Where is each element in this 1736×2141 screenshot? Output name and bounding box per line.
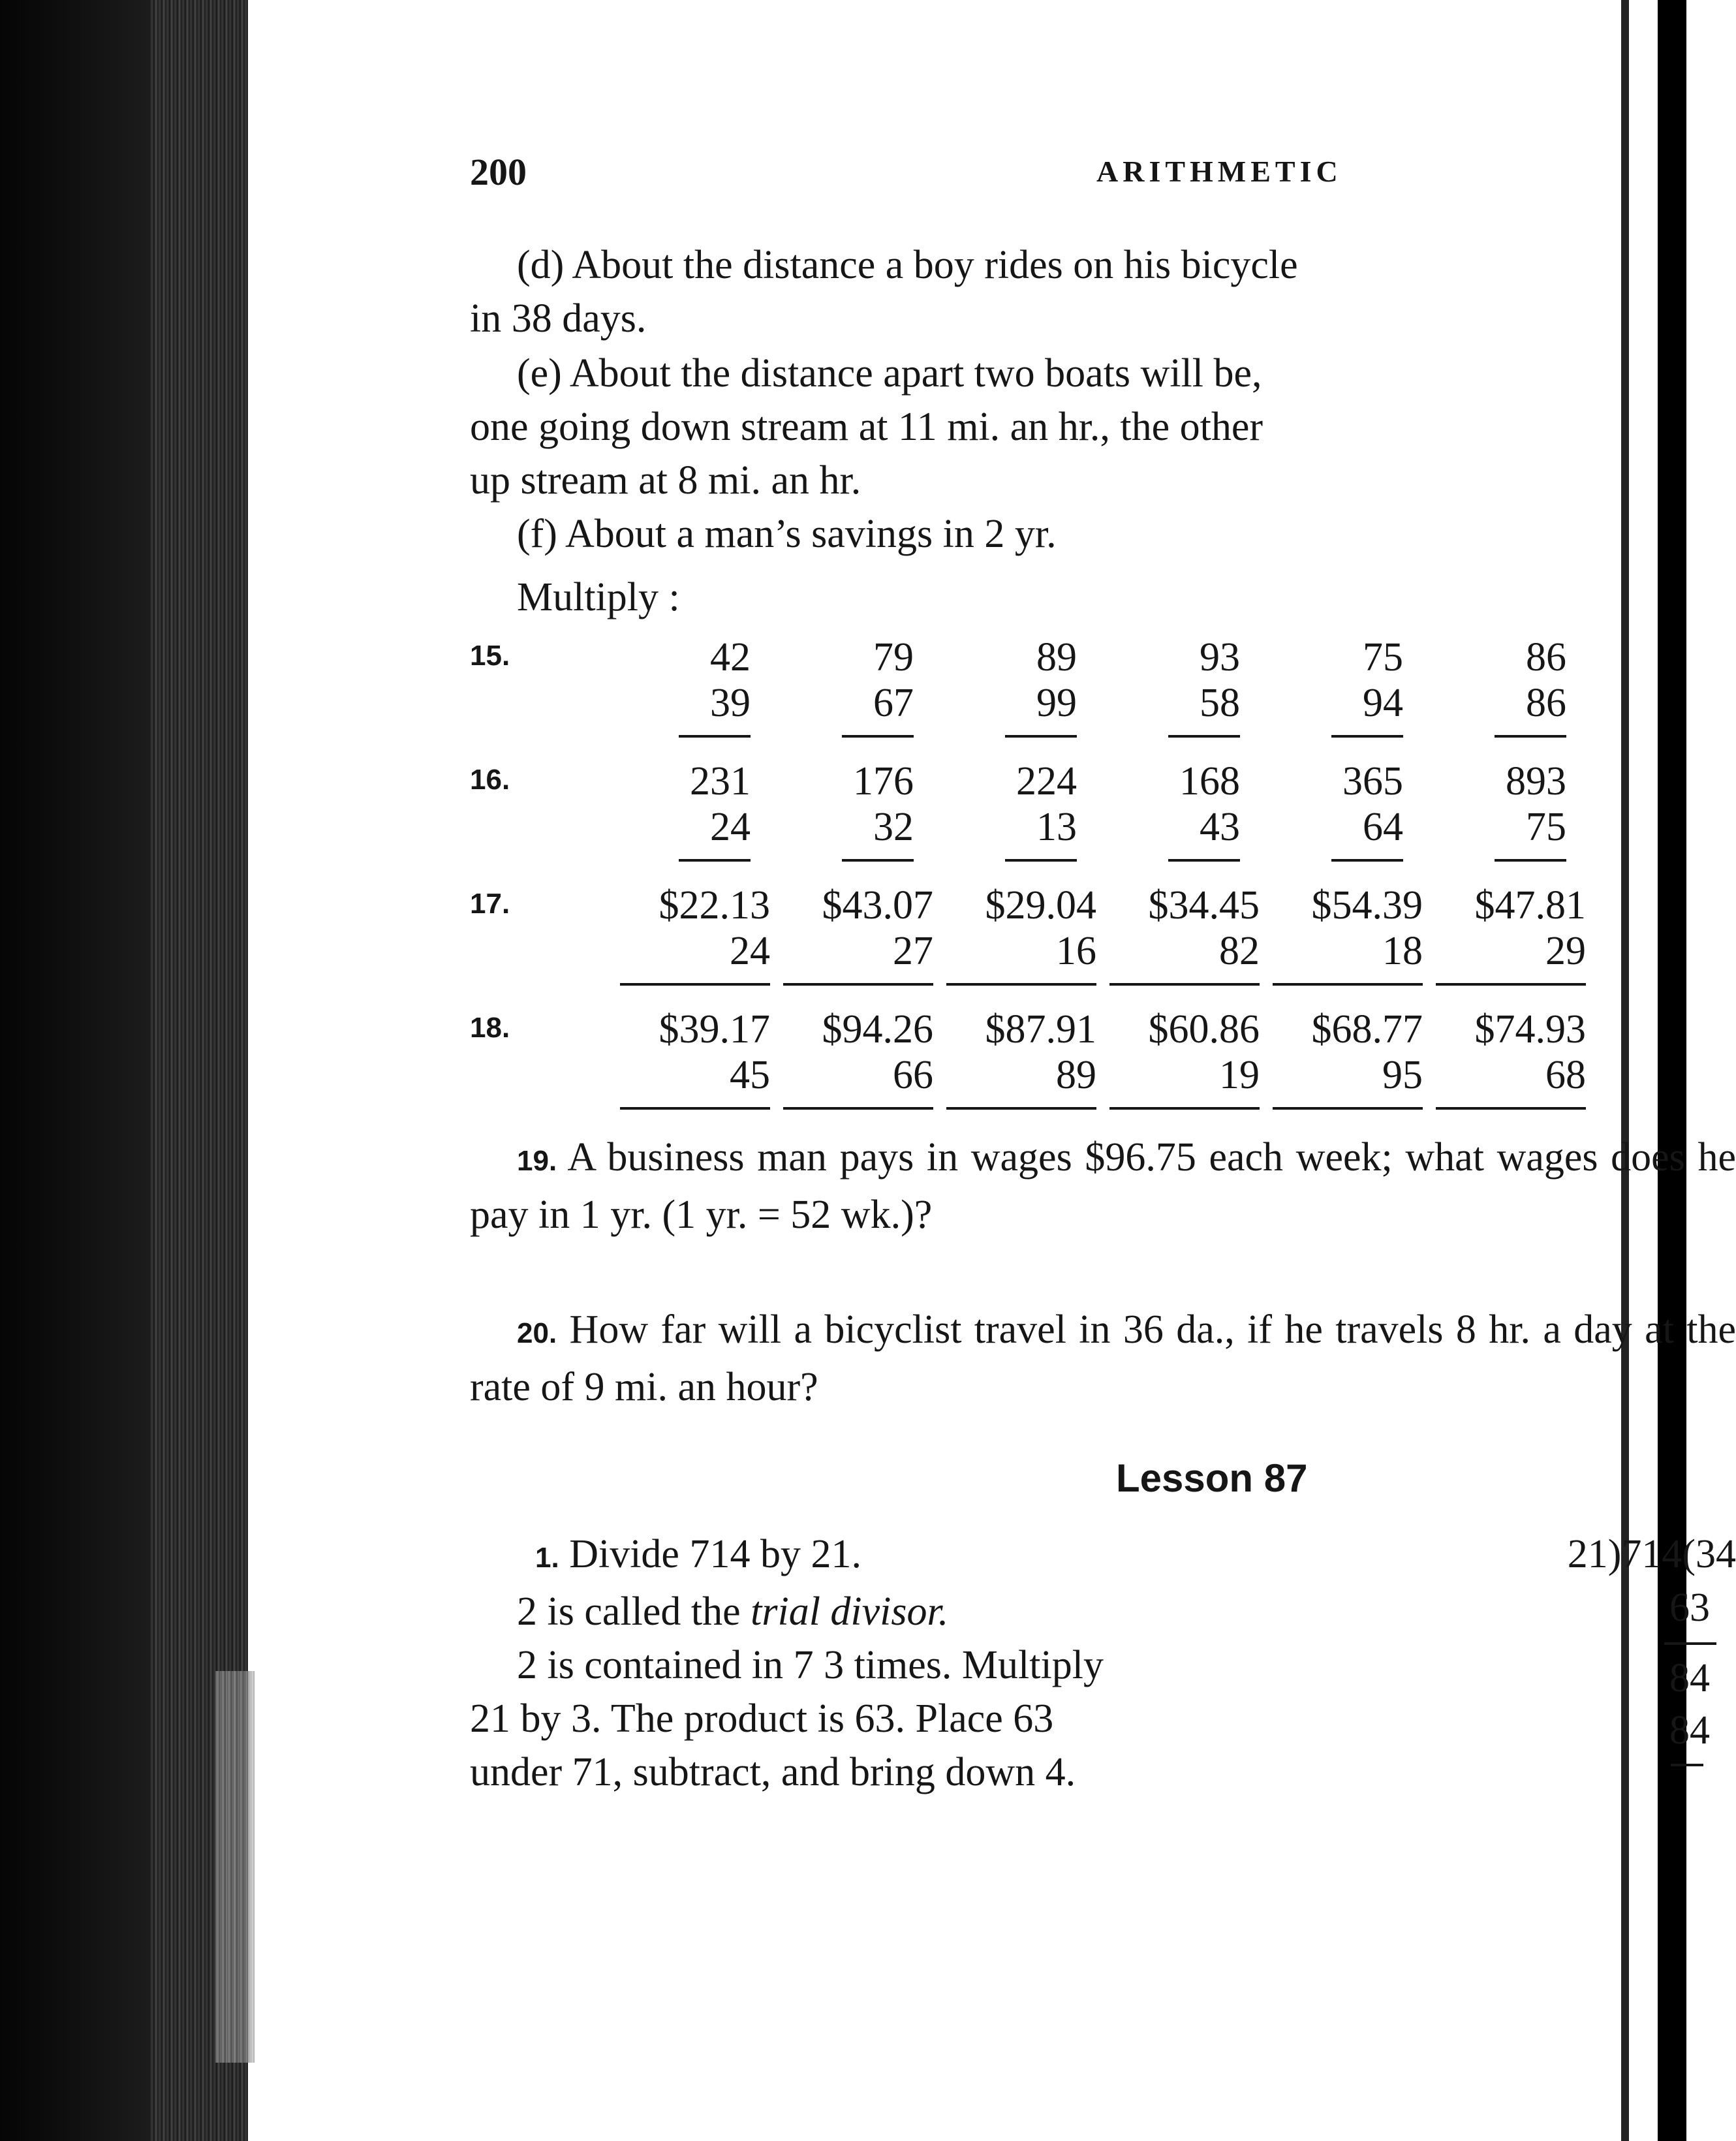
- multiplication-problem: [1429, 1007, 1586, 1110]
- multiplier: 32: [873, 805, 914, 849]
- product-rule: [1331, 859, 1403, 862]
- multiplication-problem: [940, 1007, 1096, 1110]
- division-line-3: 84: [1669, 1656, 1710, 1700]
- multiplication-problem: [1423, 758, 1566, 862]
- multiplier: 18: [1382, 929, 1423, 973]
- lesson-item-line-3: 2 is contained in 7 3 times. Multiply: [517, 1643, 1104, 1687]
- product-rule: [1495, 859, 1566, 862]
- problem-row-label: 18.: [470, 1012, 510, 1044]
- product-rule: [1495, 735, 1566, 738]
- multiplier: 95: [1382, 1053, 1423, 1097]
- multiplicand: 224: [1016, 759, 1077, 804]
- multiplication-problem: [1096, 634, 1240, 738]
- book-spine: [0, 0, 150, 2141]
- product-rule: [1436, 983, 1586, 986]
- multiplicand: 79: [873, 635, 914, 680]
- multiplication-problem: [770, 758, 914, 862]
- problem-row-15: [470, 634, 1736, 745]
- multiplication-problem: [777, 883, 933, 986]
- item-d: [470, 238, 1736, 345]
- multiplier: 29: [1545, 929, 1586, 973]
- item-e-line-1: (e) About the distance apart two boats will be,: [517, 351, 1262, 396]
- multiply-label: Multiply :: [517, 575, 680, 619]
- multiplier: 45: [730, 1053, 770, 1097]
- product-rule: [842, 859, 914, 862]
- item-d-line-1: (d) About the distance a boy rides on his bicycle: [517, 243, 1298, 287]
- product-rule: [946, 983, 1096, 986]
- multiplicand: $22.13: [659, 883, 770, 928]
- multiplier: 39: [710, 681, 751, 725]
- multiplicand: $87.91: [985, 1007, 1096, 1052]
- lesson-title: Lesson 87: [1116, 1456, 1308, 1500]
- problem-row-label: 16.: [470, 764, 510, 796]
- product-rule: [1273, 1107, 1423, 1110]
- multiplication-problem: [933, 634, 1077, 738]
- multiplication-problem: [1266, 1007, 1423, 1110]
- multiplier: 89: [1056, 1053, 1096, 1097]
- question-20: [470, 1303, 1736, 1414]
- multiplication-problem: [1423, 634, 1566, 738]
- multiplier: 16: [1056, 929, 1096, 973]
- multiplier: 75: [1526, 805, 1566, 849]
- question-20-number: 20.: [517, 1317, 557, 1349]
- multiplier: 64: [1363, 805, 1403, 849]
- multiplicand: $39.17: [659, 1007, 770, 1052]
- product-rule: [620, 1107, 770, 1110]
- multiplier: 27: [893, 929, 933, 973]
- multiplication-problem: [1260, 758, 1403, 862]
- product-rule: [783, 983, 933, 986]
- multiplication-problem: [933, 758, 1077, 862]
- product-rule: [946, 1107, 1096, 1110]
- multiplier: 24: [710, 805, 751, 849]
- item-f: [470, 507, 1736, 561]
- division-rule-1: [1664, 1642, 1716, 1645]
- multiplicand: $60.86: [1148, 1007, 1260, 1052]
- product-rule: [1168, 735, 1240, 738]
- lesson-item-line-2-prefix: 2 is called the: [517, 1589, 751, 1634]
- question-20-text: How far will a bicyclist travel in 36 da., if he travels 8 hr. a day at the rate of 9 mi. an hour?: [470, 1307, 1736, 1409]
- item-f-line-1: (f) About a man’s savings in 2 yr.: [517, 512, 1057, 556]
- multiplication-problem: [607, 758, 751, 862]
- problem-row-18: [470, 1007, 1736, 1117]
- question-19-number: 19.: [517, 1145, 557, 1177]
- multiplicand: 93: [1200, 635, 1240, 680]
- multiplicand: $68.77: [1311, 1007, 1423, 1052]
- multiplication-problem: [1096, 758, 1240, 862]
- multiplier: 13: [1036, 805, 1077, 849]
- product-rule: [1109, 1107, 1260, 1110]
- trial-divisor-term: trial divisor.: [751, 1589, 949, 1634]
- multiplicand: $54.39: [1311, 883, 1423, 928]
- page-number: 200: [470, 151, 527, 193]
- product-rule: [842, 735, 914, 738]
- multiplicand: 42: [710, 635, 751, 680]
- product-rule: [679, 859, 751, 862]
- division-line-1: 21)714(34: [1567, 1532, 1736, 1576]
- page-header: [470, 150, 1736, 196]
- multiplicand: $74.93: [1474, 1007, 1586, 1052]
- multiplicand: 89: [1036, 635, 1077, 680]
- multiplicand: 75: [1363, 635, 1403, 680]
- product-rule: [1331, 735, 1403, 738]
- multiplier: 66: [893, 1053, 933, 1097]
- problem-row-label: 15.: [470, 640, 510, 672]
- multiplier: 94: [1363, 681, 1403, 725]
- multiplicand: 86: [1526, 635, 1566, 680]
- division-rule-2: [1671, 1764, 1703, 1766]
- item-e-line-3: up stream at 8 mi. an hr.: [470, 458, 861, 503]
- multiplication-problem: [1103, 1007, 1260, 1110]
- product-rule: [620, 983, 770, 986]
- multiplicand: $47.81: [1474, 883, 1586, 928]
- item-d-line-2: in 38 days.: [470, 296, 647, 341]
- multiplier: 68: [1545, 1053, 1586, 1097]
- lesson-item-number: 1.: [535, 1542, 559, 1574]
- multiplicand: 176: [853, 759, 914, 804]
- product-rule: [1005, 859, 1077, 862]
- problem-row-16: [470, 758, 1736, 869]
- item-e: [470, 347, 1736, 507]
- multiplication-problem: [1103, 883, 1260, 986]
- multiplicand: $43.07: [822, 883, 933, 928]
- division-line-2: 63: [1669, 1586, 1710, 1630]
- multiplicand: $29.04: [985, 883, 1096, 928]
- question-19-text: A business man pays in wages $96.75 each week; what wages does he pay in 1 yr. (1 yr. = 52 wk.)?: [470, 1135, 1736, 1237]
- product-rule: [1168, 859, 1240, 862]
- multiplication-problem: [1429, 883, 1586, 986]
- running-title: ARITHMETIC: [1096, 155, 1342, 188]
- multiplier: 86: [1526, 681, 1566, 725]
- book-page: [248, 0, 1736, 2141]
- product-rule: [679, 735, 751, 738]
- multiplicand: 893: [1506, 759, 1566, 804]
- multiplier: 58: [1200, 681, 1240, 725]
- multiplicand: $94.26: [822, 1007, 933, 1052]
- multiplier: 67: [873, 681, 914, 725]
- multiplication-problem: [777, 1007, 933, 1110]
- multiplicand: 168: [1179, 759, 1240, 804]
- multiplication-problem: [1260, 634, 1403, 738]
- question-19: [470, 1131, 1736, 1242]
- product-rule: [1109, 983, 1260, 986]
- lesson-item-line-5: under 71, subtract, and bring down 4.: [470, 1750, 1076, 1794]
- multiplication-problem: [607, 634, 751, 738]
- multiplication-problem: [613, 883, 770, 986]
- multiplicand: 231: [690, 759, 751, 804]
- multiplier: 19: [1219, 1053, 1260, 1097]
- multiplier: 82: [1219, 929, 1260, 973]
- lesson-item-line-1: Divide 714 by 21.: [569, 1532, 861, 1576]
- product-rule: [1436, 1107, 1586, 1110]
- multiplication-problem: [613, 1007, 770, 1110]
- item-e-line-2: one going down stream at 11 mi. an hr., the other: [470, 405, 1263, 449]
- multiplier: 24: [730, 929, 770, 973]
- problem-row-17: [470, 883, 1736, 993]
- multiplication-problem: [770, 634, 914, 738]
- multiplier: 99: [1036, 681, 1077, 725]
- multiplicand: $34.45: [1148, 883, 1260, 928]
- lesson-item-line-4: 21 by 3. The product is 63. Place 63: [470, 1696, 1054, 1741]
- division-line-4: 84: [1669, 1708, 1710, 1753]
- product-rule: [1273, 983, 1423, 986]
- multiplier: 43: [1200, 805, 1240, 849]
- multiplicand: 365: [1342, 759, 1403, 804]
- product-rule: [783, 1107, 933, 1110]
- multiplication-problem: [1266, 883, 1423, 986]
- multiplication-problem: [940, 883, 1096, 986]
- lesson-example-text: [470, 1527, 1514, 1799]
- problem-row-label: 17.: [470, 888, 510, 920]
- product-rule: [1005, 735, 1077, 738]
